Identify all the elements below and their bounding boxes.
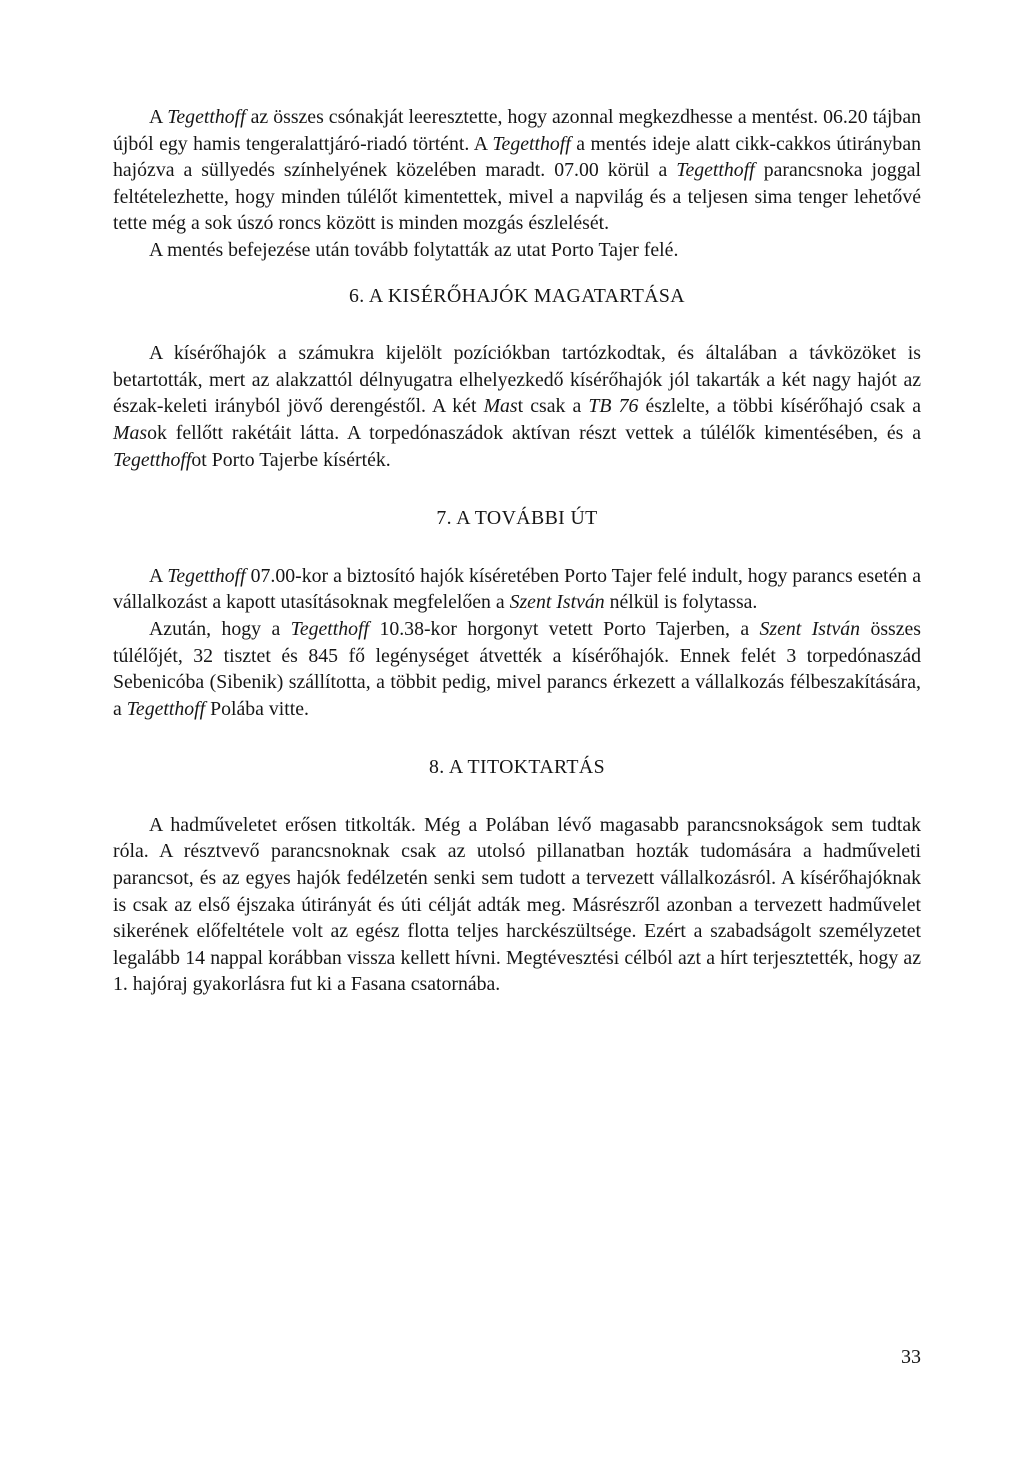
ship-name: Tegetthoff	[126, 697, 206, 720]
page-body	[113, 104, 921, 1404]
paragraph-survivors: Azután, hogy a Tegetthoff 10.38-kor horgonyt vetett Porto Tajerben, a Szent István összes túlélőjét, 32 tisztet és 845 fő legénységet átvették a kísérőhajók. Ennek felét 3 torpedónaszád Sebenicóba (Sibenik) szállította, a többit pedig, mivel parancs érkezett a vállalkozás félbeszakítására, a Tegetthoff Polába vitte.	[113, 617, 922, 720]
ship-name: Tegetthoff	[167, 106, 246, 128]
ship-name: Tegetthoff	[113, 448, 192, 471]
paragraph-rescue-intro: A Tegetthoff az összes csónakját leeresztette, hogy azonnal megkezdhesse a mentést. 06.20 tájban újból egy hamis tengeralattjáró-riadó történt. A Tegetthoff a mentés ideje alatt cikk-cakkos útirányban hajózva a süllyedés színhelyének közelében maradt. 07.00 körül a Tegetthoff parancsnoka joggal feltételezhette, hogy minden túlélőt kimentettek, mivel a napvilág és a teljesen sima tenger lehetővé tette még a sok úszó roncs között is minden mozgás észlelését.	[113, 106, 921, 235]
ship-name: Tegetthoff	[167, 564, 246, 587]
section-heading-6: 6. A KISÉRŐHAJÓK MAGATARTÁSA	[349, 284, 685, 307]
boat-name: Mas	[483, 395, 518, 418]
section-heading-7: 7. A TOVÁBBI ÚT	[436, 507, 598, 530]
boat-name: TB 76	[588, 395, 639, 418]
section-heading-8: 8. A TITOKTARTÁS	[429, 756, 605, 779]
page-number: 33	[901, 1346, 921, 1368]
boat-name: Mas	[113, 421, 148, 444]
paragraph-rescue-end: A mentés befejezése után tovább folytatták az utat Porto Tajer felé.	[149, 238, 679, 261]
ship-name: Tegetthoff	[676, 159, 755, 182]
ship-name: Tegetthoff	[290, 617, 370, 640]
paragraph-secrecy: A hadműveletet erősen titkolták. Még a Polában lévő magasabb parancsnokságok sem tudtak róla. A résztvevő parancsnoknak csak az utolsó pillanatban hozták tudomására a hadműveleti parancsot, és az egyes hajók fedélzetén senki sem tudott a tervezett vállalkozásról. A kísérőhajóknak is csak az első éjszaka útirányát és úti célját adták meg. Másrészről azonban a tervezett hadművelet sikerének előfeltétele volt az egész flotta teljes harckészültsége. Ezért a szabadságolt személyzetet legalább 14 nappal korábban vissza kellett hívni. Megtévesztési célból azt a hírt terjesztették, hogy az 1. hajóraj gyakorlásra fut ki a Fasana csatornába.	[113, 813, 921, 996]
paragraph-further-route: A Tegetthoff 07.00-kor a biztosító hajók kíséretében Porto Tajer felé indult, hogy parancs esetén a vállalkozást a kapott utasításoknak megfelelően a Szent István nélkül is folytassa.	[113, 564, 921, 614]
ship-name: Szent István	[759, 617, 861, 640]
ship-name: Szent István	[509, 591, 605, 614]
paragraph-escort-conduct: A kísérőhajók a számukra kijelölt pozíciókban tartózkodtak, és általában a távközöket is betartották, mert az alakzattól délnyugatra elhelyezkedő kísérőhajók jól takarták a két nagy hajót az észak-keleti irányból jövő derengéstől. A két Mast csak a TB 76 észlelte, a többi kísérőhajó csak a Masok fellőtt rakétáit látta. A torpedónaszádok aktívan részt vettek a túlélők kimentésében, és a Tegetthoffot Porto Tajerbe kísérték.	[113, 342, 922, 471]
ship-name: Tegetthoff	[492, 132, 571, 155]
